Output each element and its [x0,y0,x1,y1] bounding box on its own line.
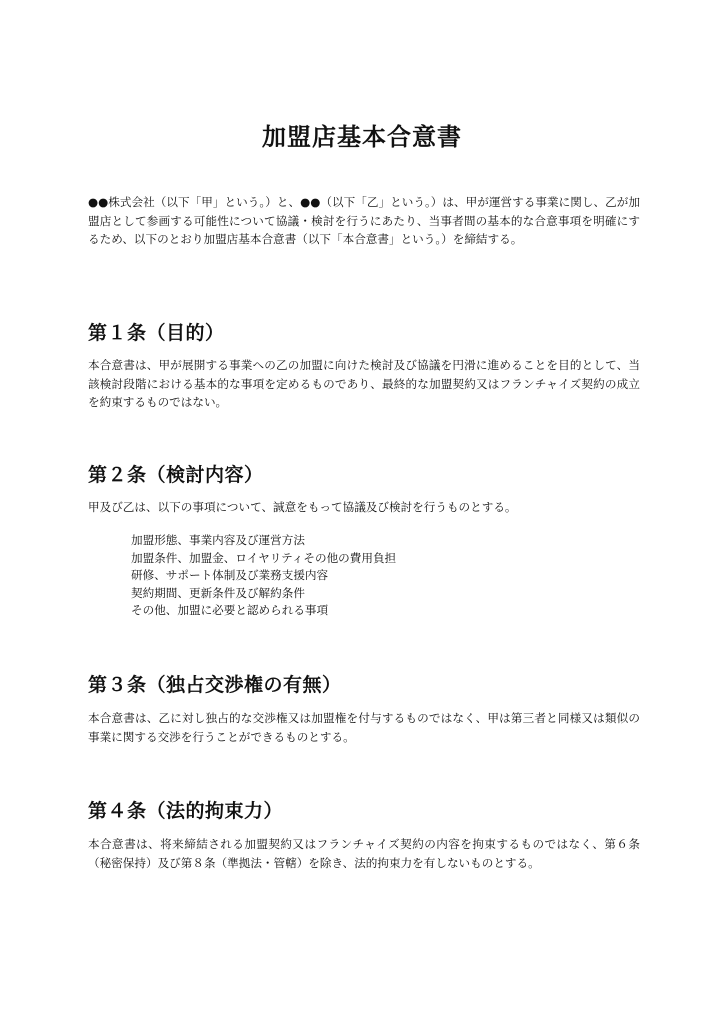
article-2-heading: 第２条（検討内容） [88,464,264,486]
list-item: その他、加盟に必要と認められる事項 [131,603,329,617]
article-4-heading: 第４条（法的拘束力） [88,800,284,822]
article-3-heading: 第３条（独占交渉権の有無） [88,674,342,696]
intro-paragraph: ●●株式会社（以下「甲」という。）と、●●（以下「乙」という。）は、甲が運営する事業に関し、乙が加盟店として参画する可能性について協議・検討を行うにあたり、当事者間の基本的な合意事項を明確にするため、以下のとおり加盟店基本合意書（以下「本合意書」という。）を締結する。 [88,195,640,246]
article-2-body: 甲及び乙は、以下の事項について、誠意をもって協議及び検討を行うものとする。 [88,500,517,514]
list-item: 加盟条件、加盟金、ロイヤリティその他の費用負担 [131,550,397,565]
article-2-item-list [131,532,396,620]
article-4-body: 本合意書は、将来締結される加盟契約又はフランチャイズ契約の内容を拘束するものではなく、第６条（秘密保持）及び第８条（準拠法・管轄）を除き、法的拘束力を有しないものとする。 [88,837,640,870]
article-1-body: 本合意書は、甲が展開する事業への乙の加盟に向けた検討及び協議を円滑に進めることを目的として、当該検討段階における基本的な事項を定めるものであり、最終的な加盟契約又はフランチャイズ契約の成立を約束するものではない。 [88,358,640,409]
list-item: 加盟形態、事業内容及び運営方法 [131,533,305,547]
article-1-heading: 第１条（目的） [88,322,225,344]
list-item: 契約期間、更新条件及び解約条件 [131,585,305,600]
article-3-body: 本合意書は、乙に対し独占的な交渉権又は加盟権を付与するものではなく、甲は第三者と同様又は類似の事業に関する交渉を行うことができるものとする。 [88,711,640,744]
list-item: 研修、サポート体制及び業務支援内容 [131,568,329,582]
document-title: 加盟店基本合意書 [262,123,462,151]
